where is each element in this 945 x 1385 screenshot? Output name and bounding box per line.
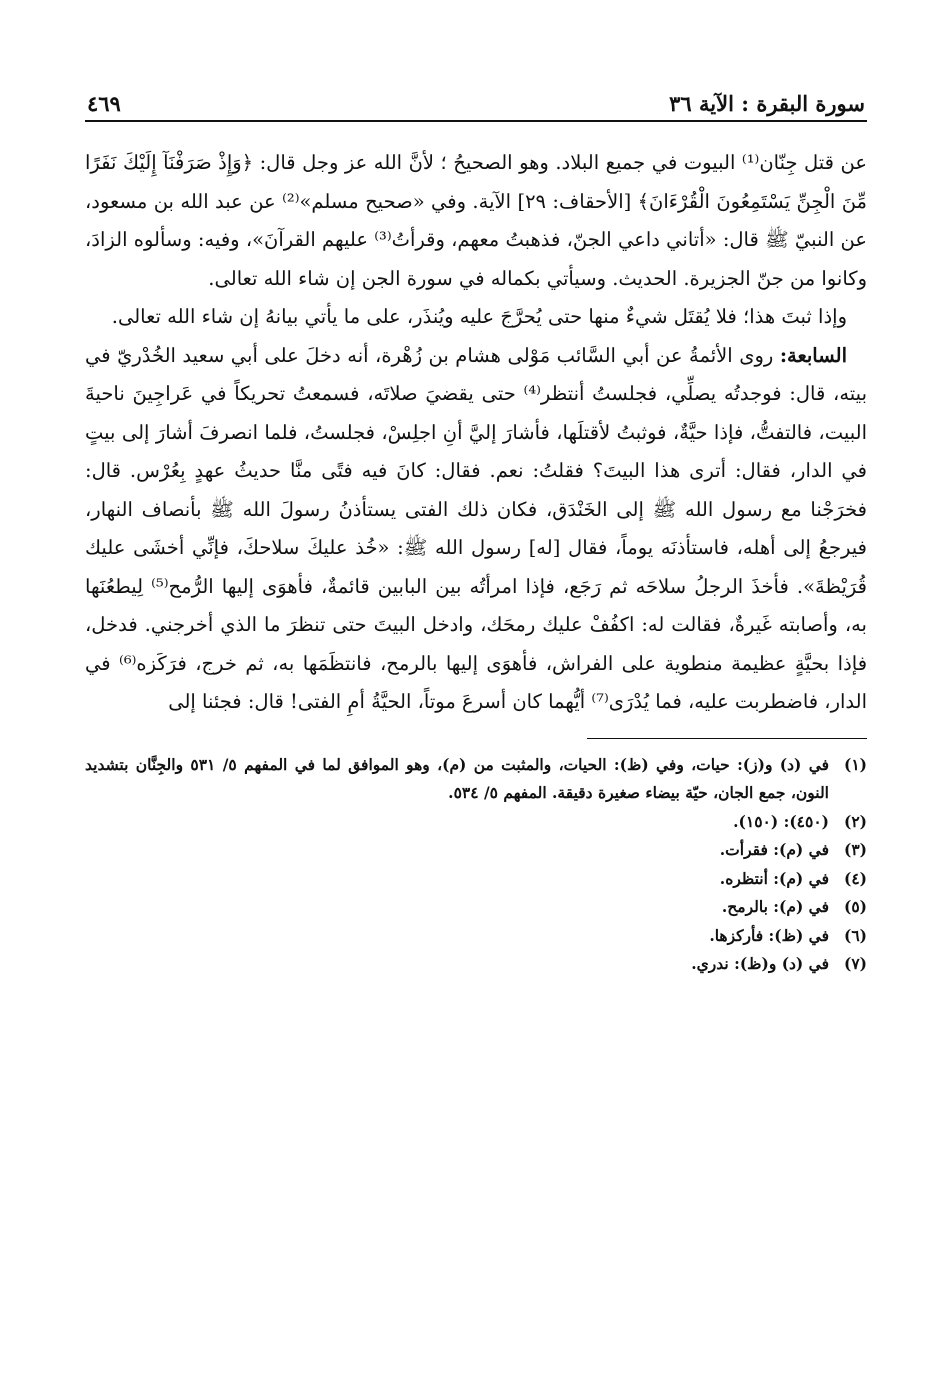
section-lead: السابعة: [779,343,847,367]
header-rule [85,120,867,122]
book-page [85,78,867,1358]
footnote-text: في (م): فقرأت. [719,840,829,859]
paragraph-3-body: روى الأئمةُ عن أبي السَّائب مَوْلى هشام بن زُهْرة، أنه دخلَ على أبي سعيد الخُدْريّ في بيته، قال: فوجدتُه يصلِّي، فجلستُ أنتظر⁽⁴⁾ حتى يقضيَ صلاتَه، فسمعتُ تحريكاً في عَراجِينَ ناحيةَ البيت، فالتفتُّ، فإذا حيَّةٌ، فوثبتُ لأقتلَها، فأشارَ إليَّ أنِ اجلِسْ، فجلستُ، فلما انصرفَ أشارَ إلى بيتٍ في الدار، فقال: أترى هذا البيتَ؟ فقلتُ: نعم. فقال: كانَ فيه فتًى منَّا حديثُ عهدٍ بِعُرْس. قال: فخرَجْنا مع رسول الله ﷺ إلى الخَنْدَق، فكان ذلك الفتى يستأذنُ رسولَ الله ﷺ بأنصاف النهار، فيرجعُ إلى أهله، فاستأذنَه يوماً، فقال [له] رسول الله ﷺ: «خُذ عليكَ سلاحكَ، فإنِّي أخشَى عليك قُرَيْظةَ». فأخذَ الرجلُ سلاحَه ثم رَجَع، فإذا امرأتُه بين البابين قائمةٌ، فأهوَى إليها الرُّمح⁽⁵⁾ لِيطعُنَها به، وأصابته غَيرةٌ، فقالت له: اكفُفْ عليك رمحَك، وادخل البيتَ حتى تنظرَ ما الذي أخرجني. فدخل، فإذا بحيَّةٍ عظيمة منطوية على الفراش، فأهوَى إليها بالرمح، فانتظَمَها به، ثم خرج، فرَكَزه⁽⁶⁾ في الدار، فاضطربت عليه، فما يُدْرَى⁽⁷⁾ أيُّهما كان أسرعَ موتاً، الحيَّةُ أمِ الفتى! قال: فجئنا إلى [85,343,868,713]
page-header [85,78,867,116]
main-text [85,144,867,722]
footnote [85,922,867,951]
footnote [85,893,867,922]
footnote-rule [587,738,867,739]
paragraph-3 [85,337,867,722]
footnote-text: (٤٥٠): (١٥٠). [733,811,829,831]
footnote [85,808,867,837]
footnote-text: في (د) و(ظ): ندري. [691,954,829,973]
footnote-number: (٧) [843,954,867,973]
footnote-number: (٥) [843,897,867,916]
footnote-text: في (م): أنتظره. [719,868,829,888]
footnote [85,865,867,894]
footnote [85,836,867,865]
footnotes [85,751,867,979]
footnote [85,751,867,808]
footnote-number: (٣) [843,840,867,859]
page-number: ٤٦٩ [87,91,121,116]
footnote-number: (٢) [843,811,867,831]
footnote [85,950,867,979]
footnote-text: في (م): بالرمح. [721,897,829,916]
footnote-number: (٤) [843,868,867,888]
footnote-number: (١) [843,754,867,774]
paragraph-2: وإذا ثبتَ هذا؛ فلا يُقتَل شيءٌ منها حتى يُحرَّجَ عليه ويُنذَر، على ما يأتي بيانهُ إن شاء الله تعالى. [111,305,847,328]
footnote-text: في (ظ): فأركزها. [709,925,829,945]
paragraph-1: عن قتل جِنّان⁽¹⁾ البيوت في جميع البلاد. وهو الصحيحُ ؛ لأنَّ الله عز وجل قال: ﴿وَإِذْ صَرَفْنَآ إِلَيْكَ نَفَرًا مِّنَ الْجِنِّ يَسْتَمِعُونَ الْقُرْءَانَ﴾ [الأحقاف: ٢٩] الآية. وفي «صحيح مسلم»⁽²⁾ عن عبد الله بن مسعود، عن النبيّ ﷺ قال: «أتاني داعي الجنّ، فذهبتُ معهم، وقرأتُ⁽³⁾ عليهم القرآنَ»، وفيه: وسألوه الزادَ، وكانوا من جنّ الجزيرة. الحديث. وسيأتي بكماله في سورة الجن إن شاء الله تعالى. [85,151,868,290]
footnote-text: في (د) و(ز): حيات، وفي (ظ): الحيات، والمثبت من (م)، وهو الموافق لما في المفهم ٥/ ٥٣١ والجِنَّان بتشديد النون، جمع الجان، حيّة بيضاء صغيرة دقيقة. المفهم ٥/ ٥٣٤. [85,754,830,802]
running-title: سورة البقرة : الآية ٣٦ [669,91,865,116]
footnote-number: (٦) [843,925,867,945]
